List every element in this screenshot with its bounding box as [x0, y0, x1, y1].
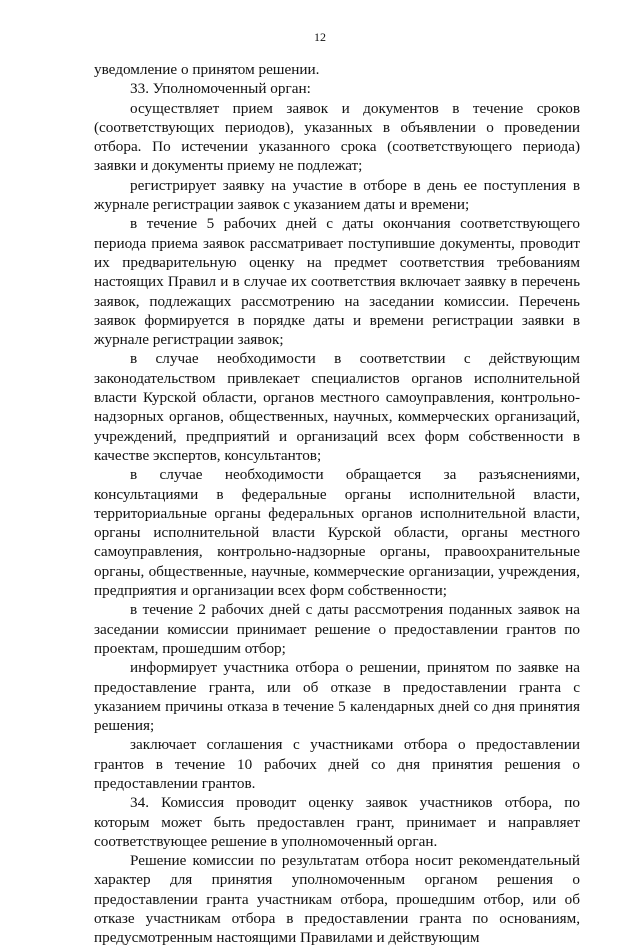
- paragraph-informs-participant: информирует участника отбора о решении, принятом по заявке на предоставление гранта, или об отказе в предоставлении гранта с указанием причины отказа в течение 5 календарных дней со дня принятия решения;: [94, 659, 580, 735]
- paragraph-commission-decision: Решение комиссии по результатам отбора носит рекомендательный характер для принятия уполномоченным органом решения о предоставлении гранта участникам отбора, прошедшим отбор, или об отказе участникам отбора в предоставлении гранта по основаниям, предусмотренным настоящими Правилами и действующим: [94, 852, 580, 947]
- paragraph-clause-34: 34. Комиссия проводит оценку заявок участников отбора, по которым может быть предоставлен грант, принимает и направляет соответствующее решение в уполномоченный орган.: [94, 794, 580, 850]
- paragraph-grant-decision: в течение 2 рабочих дней с даты рассмотрения поданных заявок на заседании комиссии принимает решение о предоставлении грантов по проектам, прошедшим отбор;: [94, 601, 580, 657]
- document-body: [94, 60, 580, 948]
- paragraph-reviews-documents: в течение 5 рабочих дней с даты окончания соответствующего периода приема заявок рассматривает поступившие документы, проводит их предварительную оценку на предмет соответствия требованиям настоящих Правил и в случае их соответствия включает заявку в перечень заявок, подлежащих рассмотрению на заседании комиссии. Перечень заявок формируется в порядке даты и времени регистрации заявки в журнале регистрации заявок;: [94, 215, 580, 349]
- page-number: 12: [314, 30, 326, 44]
- paragraph-registers-application: регистрирует заявку на участие в отборе в день ее поступления в журнале регистрации заявок с указанием даты и времени;: [94, 176, 580, 214]
- paragraph-continuation: уведомление о принятом решении.: [94, 61, 320, 78]
- paragraph-requests-clarifications: в случае необходимости обращается за разъяснениями, консультациями в федеральные органы исполнительной власти, территориальные органы федеральных органов исполнительной власти, органы исполнительной власти Курской области, органы местного самоуправления, контрольно-надзорные органы, правоохранительные органы, общественные, научные, коммерческие организации, учреждения, предприятия и организации всех форм собственности;: [94, 466, 580, 600]
- paragraph-accepts-applications: осуществляет прием заявок и документов в течение сроков (соответствующих периодов), указанных в объявлении о проведении отбора. По истечении указанного срока (соответствующего периода) заявки и документы приему не подлежат;: [94, 99, 580, 175]
- paragraph-clause-33-heading: 33. Уполномоченный орган:: [130, 80, 311, 98]
- paragraph-concludes-agreements: заключает соглашения с участниками отбора о предоставлении грантов в течение 10 рабочих дней со дня принятия решения о предоставлении грантов.: [94, 736, 580, 792]
- paragraph-engages-experts: в случае необходимости в соответствии с действующим законодательством привлекает специалистов органов исполнительной власти Курской области, органов местного самоуправления, контрольно-надзорных органов, общественных, научных, коммерческих организаций, учреждений, предприятий и организаций всех форм собственности в качестве экспертов, консультантов;: [94, 350, 580, 464]
